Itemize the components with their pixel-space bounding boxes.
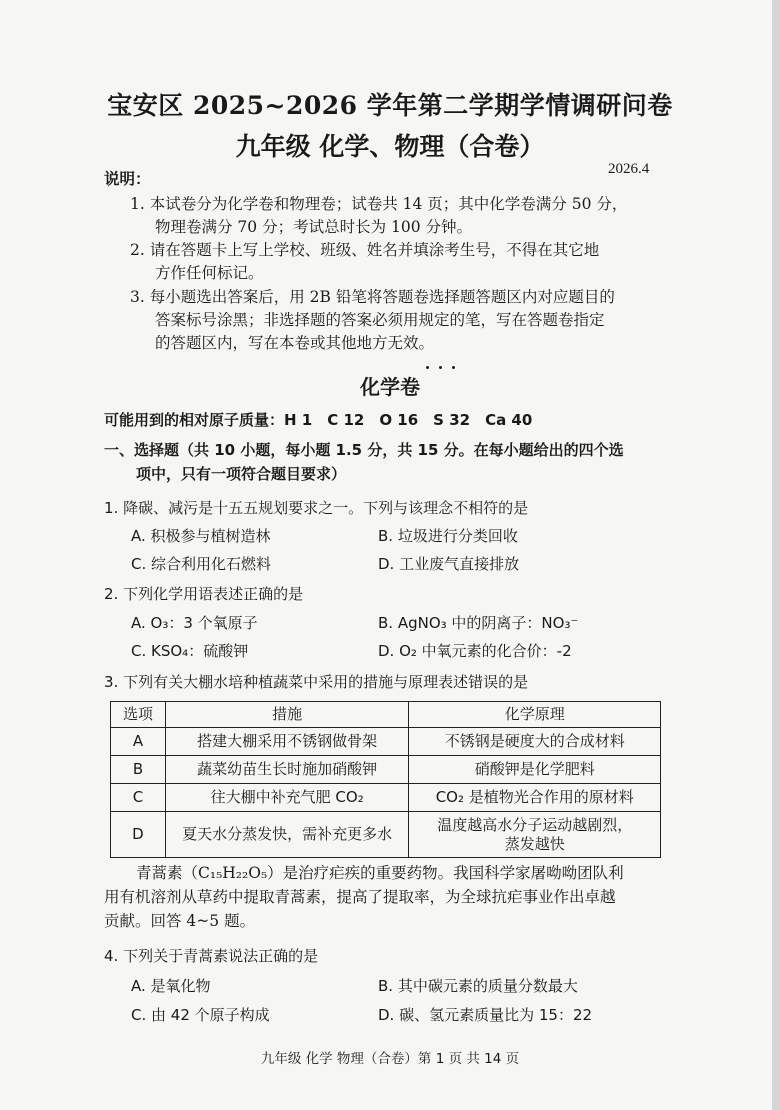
row-d-option: D bbox=[111, 812, 166, 858]
q2-option-b: B. AgNO₃ 中的阴离子：NO₃⁻ bbox=[378, 614, 579, 632]
q1-option-a: A. 积极参与植树造林 bbox=[131, 527, 271, 545]
row-b-principle: 硝酸钾是化学肥料 bbox=[409, 756, 661, 784]
note-3-line3: 的答题区内，写在本卷或其他地方无效。 bbox=[155, 334, 435, 352]
page-edge bbox=[772, 0, 780, 1110]
section-title: 化学卷 bbox=[360, 375, 420, 399]
note-3-line1: 3. 每小题选出答案后，用 2B 铅笔将答题卷选择题答题区内对应题目的 bbox=[130, 288, 615, 306]
q4-option-b: B. 其中碳元素的质量分数最大 bbox=[378, 977, 578, 995]
q4-option-c: C. 由 42 个原子构成 bbox=[131, 1006, 270, 1024]
q1-option-c: C. 综合利用化石燃料 bbox=[131, 555, 272, 573]
table-header-option: 选项 bbox=[111, 702, 166, 728]
row-d-principle-line1: 温度越高水分子运动越剧烈， bbox=[437, 815, 633, 834]
row-a-principle: 不锈钢是硬度大的合成材料 bbox=[409, 728, 661, 756]
note-2-line2: 方作任何标记。 bbox=[155, 264, 264, 282]
row-d-principle-line2: 蒸发越快 bbox=[504, 834, 565, 853]
row-d-principle-cell bbox=[409, 812, 661, 858]
table-row bbox=[111, 756, 661, 784]
table-header-principle: 化学原理 bbox=[409, 702, 661, 728]
q2-stem: 2. 下列化学用语表述正确的是 bbox=[104, 585, 304, 603]
exam-title-line2: 九年级 化学、物理（合卷） bbox=[235, 132, 545, 161]
q1-option-d: D. 工业废气直接排放 bbox=[378, 555, 520, 573]
table-row bbox=[111, 784, 661, 812]
row-a-measure: 搭建大棚采用不锈钢做骨架 bbox=[165, 728, 409, 756]
row-b-measure: 蔬菜幼苗生长时施加硝酸钾 bbox=[165, 756, 409, 784]
q3-table bbox=[110, 701, 661, 858]
exam-date: 2026.4 bbox=[608, 161, 650, 177]
q4-option-a: A. 是氧化物 bbox=[131, 977, 211, 995]
row-c-principle: CO₂ 是植物光合作用的原材料 bbox=[409, 784, 661, 812]
q2-option-d: D. O₂ 中氧元素的化合价：-2 bbox=[378, 642, 572, 660]
row-b-option: B bbox=[111, 756, 166, 784]
q4-stem: 4. 下列关于青蒿素说法正确的是 bbox=[104, 947, 319, 965]
note-1-line2: 物理卷满分 70 分；考试总时长为 100 分钟。 bbox=[155, 218, 473, 236]
q4-option-d: D. 碳、氢元素质量比为 15：22 bbox=[378, 1006, 593, 1024]
note-3-line2: 答案标号涂黑；非选择题的答案必须用规定的笔，写在答题卷指定 bbox=[155, 311, 605, 329]
table-header-measure: 措施 bbox=[165, 702, 409, 728]
q2-option-a: A. O₃：3 个氧原子 bbox=[131, 614, 258, 632]
q2-option-c: C. KSO₄：硫酸钾 bbox=[131, 642, 249, 660]
q3-stem: 3. 下列有关大棚水培种植蔬菜中采用的措施与原理表述错误的是 bbox=[104, 673, 529, 691]
exam-title-line1: 宝安区 2025~2026 学年第二学期学情调研问卷 bbox=[107, 91, 673, 120]
passage-line2: 用有机溶剂从草药中提取青蒿素，提高了提取率，为全球抗疟事业作出卓越 bbox=[104, 888, 616, 906]
table-row bbox=[111, 728, 661, 756]
table-header-row bbox=[111, 702, 661, 728]
atomic-masses: 可能用到的相对原子质量：H 1 C 12 O 16 S 32 Ca 40 bbox=[104, 411, 533, 429]
q1-option-b: B. 垃圾进行分类回收 bbox=[378, 527, 518, 545]
note-1-line1: 1. 本试卷分为化学卷和物理卷；试卷共 14 页；其中化学卷满分 50 分， bbox=[130, 195, 628, 213]
part1-heading-line1: 一、选择题（共 10 小题，每小题 1.5 分，共 15 分。在每小题给出的四个选 bbox=[104, 441, 624, 459]
row-c-option: C bbox=[111, 784, 166, 812]
table-row bbox=[111, 812, 661, 858]
passage-line1: 青蒿素（C₁₅H₂₂O₅）是治疗疟疾的重要药物。我国科学家屠呦呦团队利 bbox=[136, 864, 624, 882]
passage-line3: 贡献。回答 4~5 题。 bbox=[104, 912, 256, 930]
row-a-option: A bbox=[111, 728, 166, 756]
part1-heading-line2: 项中，只有一项符合题目要求） bbox=[136, 465, 347, 483]
q1-stem: 1. 降碳、减污是十五五规划要求之一。下列与该理念不相符的是 bbox=[104, 499, 529, 517]
page-footer: 九年级 化学 物理（合卷）第 1 页 共 14 页 bbox=[260, 1051, 520, 1067]
row-d-measure: 夏天水分蒸发快，需补充更多水 bbox=[165, 812, 409, 858]
row-c-measure: 往大棚中补充气肥 CO₂ bbox=[165, 784, 409, 812]
note-2-line1: 2. 请在答题卡上写上学校、班级、姓名并填涂考生号，不得在其它地 bbox=[130, 241, 600, 259]
notes-heading: 说明： bbox=[104, 169, 151, 188]
